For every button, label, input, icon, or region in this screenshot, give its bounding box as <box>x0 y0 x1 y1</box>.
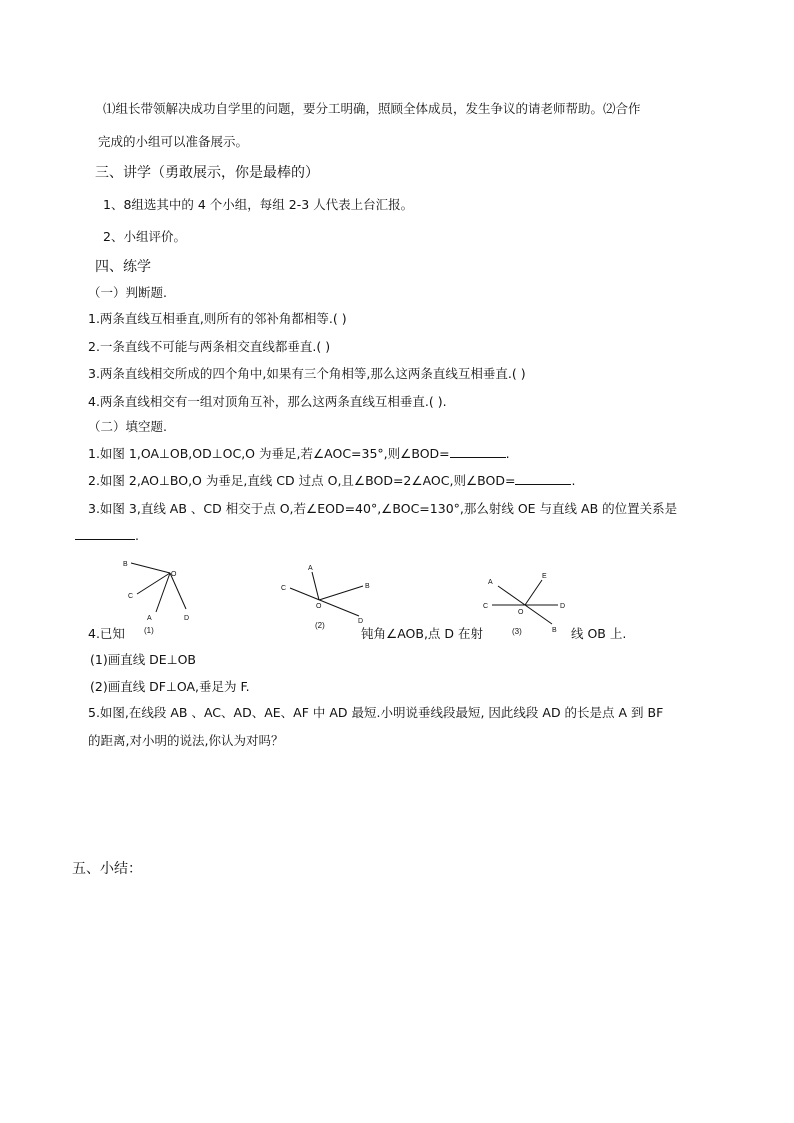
fig1-label-c: C <box>128 593 134 600</box>
fill-q2-blank[interactable] <box>515 474 571 485</box>
fig2-caption: (2) <box>315 621 325 630</box>
fill-q4-part-a: 4.已知 <box>88 626 125 641</box>
fig1-label-b: B <box>123 561 128 568</box>
fig2-ray-oa <box>312 572 319 600</box>
fill-q3-answer-line <box>75 528 139 544</box>
judge-q4: 4.两条直线相交有一组对顶角互补，那么这两条直线互相垂直.( ). <box>88 394 447 409</box>
fig1-label-d: D <box>184 615 190 622</box>
fill-q1-text: 1.如图 1,OA⊥OB,OD⊥OC,O 为垂足,若∠AOC=35°,则∠BOD= <box>88 446 450 461</box>
fig3-label-a: A <box>488 579 493 586</box>
section3-heading: 三、讲学（勇敢展示，你是最棒的） <box>95 165 319 181</box>
fill-q1-blank[interactable] <box>450 447 506 458</box>
fill-q1-period: . <box>505 446 510 461</box>
fig3-ray-oe <box>525 580 542 605</box>
fig2-label-d: D <box>358 618 364 625</box>
section5-heading: 五、小结： <box>72 861 142 877</box>
fill-q2 <box>88 473 575 489</box>
fig2-label-b: B <box>365 583 370 590</box>
fig3-label-o: O <box>518 609 524 616</box>
fig3-caption: (3) <box>512 627 522 636</box>
fill-q4-sub-2: (2)画直线 DF⊥OA,垂足为 F. <box>90 679 250 694</box>
fig2-line-cd <box>290 588 359 616</box>
fill-q4-part-c: 线 OB 上. <box>571 626 627 641</box>
fill-title: （二）填空题. <box>88 419 167 434</box>
fill-q4-sub-1: (1)画直线 DE⊥OB <box>90 652 197 667</box>
fig3-label-e: E <box>542 573 547 580</box>
fig1-ray-oc <box>137 573 170 594</box>
fig1-label-o: O <box>171 571 177 578</box>
fig2-ray-ob <box>319 586 363 600</box>
fig3-label-c: C <box>483 603 489 610</box>
figure-3 <box>480 568 580 638</box>
figure-1 <box>120 558 210 638</box>
section3-item-2: 2、小组评价。 <box>103 229 186 244</box>
fig1-label-a: A <box>147 615 152 622</box>
fig3-label-d: D <box>560 603 566 610</box>
fill-q2-period: . <box>571 473 576 488</box>
figure-2 <box>275 560 385 635</box>
intro-line-2: 完成的小组可以准备展示。 <box>98 134 249 149</box>
fig1-caption: (1) <box>144 626 154 635</box>
fig2-label-c: C <box>281 585 287 592</box>
fill-q3-blank[interactable] <box>75 529 135 540</box>
fill-q5-line-2: 的距离,对小明的说法,你认为对吗？ <box>88 733 284 748</box>
fig1-ray-oa <box>156 573 170 612</box>
fig2-label-a: A <box>308 565 313 572</box>
fill-q1 <box>88 446 510 462</box>
fill-q3-period: . <box>135 528 139 543</box>
fill-q2-text: 2.如图 2,AO⊥BO,O 为垂足,直线 CD 过点 O,且∠BOD=2∠AOC,则∠BOD= <box>88 473 516 488</box>
judge-q2: 2.一条直线不可能与两条相交直线都垂直.( ) <box>88 339 331 354</box>
fig1-ray-ob <box>131 563 170 573</box>
section4-heading: 四、练学 <box>95 259 151 275</box>
judge-q1: 1.两条直线互相垂直,则所有的邻补角都相等.( ) <box>88 311 347 326</box>
section3-item-1: 1、8组选其中的 4 个小组，每组 2-3 人代表上台汇报。 <box>103 197 414 212</box>
fig2-label-o: O <box>316 603 322 610</box>
judge-title: （一）判断题. <box>88 285 167 300</box>
fill-q4-part-b: 钝角∠AOB,点 D 在射 <box>361 626 483 641</box>
intro-line-1: ⑴组长带领解决成功自学里的问题，要分工明确，照顾全体成员，发生争议的请老师帮助。⑵合作 <box>103 101 641 116</box>
fig3-label-b: B <box>552 627 557 634</box>
fill-q5-line-1: 5.如图,在线段 AB 、AC、AD、AE、AF 中 AD 最短.小明说垂线段最短, 因此线段 AD 的长是点 A 到 BF <box>88 705 664 720</box>
fill-q3: 3.如图 3,直线 AB 、CD 相交于点 O,若∠EOD=40°,∠BOC=130°,那么射线 OE 与直线 AB 的位置关系是 <box>88 501 678 516</box>
fig1-ray-od <box>170 573 186 609</box>
judge-q3: 3.两条直线相交所成的四个角中,如果有三个角相等,那么这两条直线互相垂直.( ) <box>88 366 526 381</box>
